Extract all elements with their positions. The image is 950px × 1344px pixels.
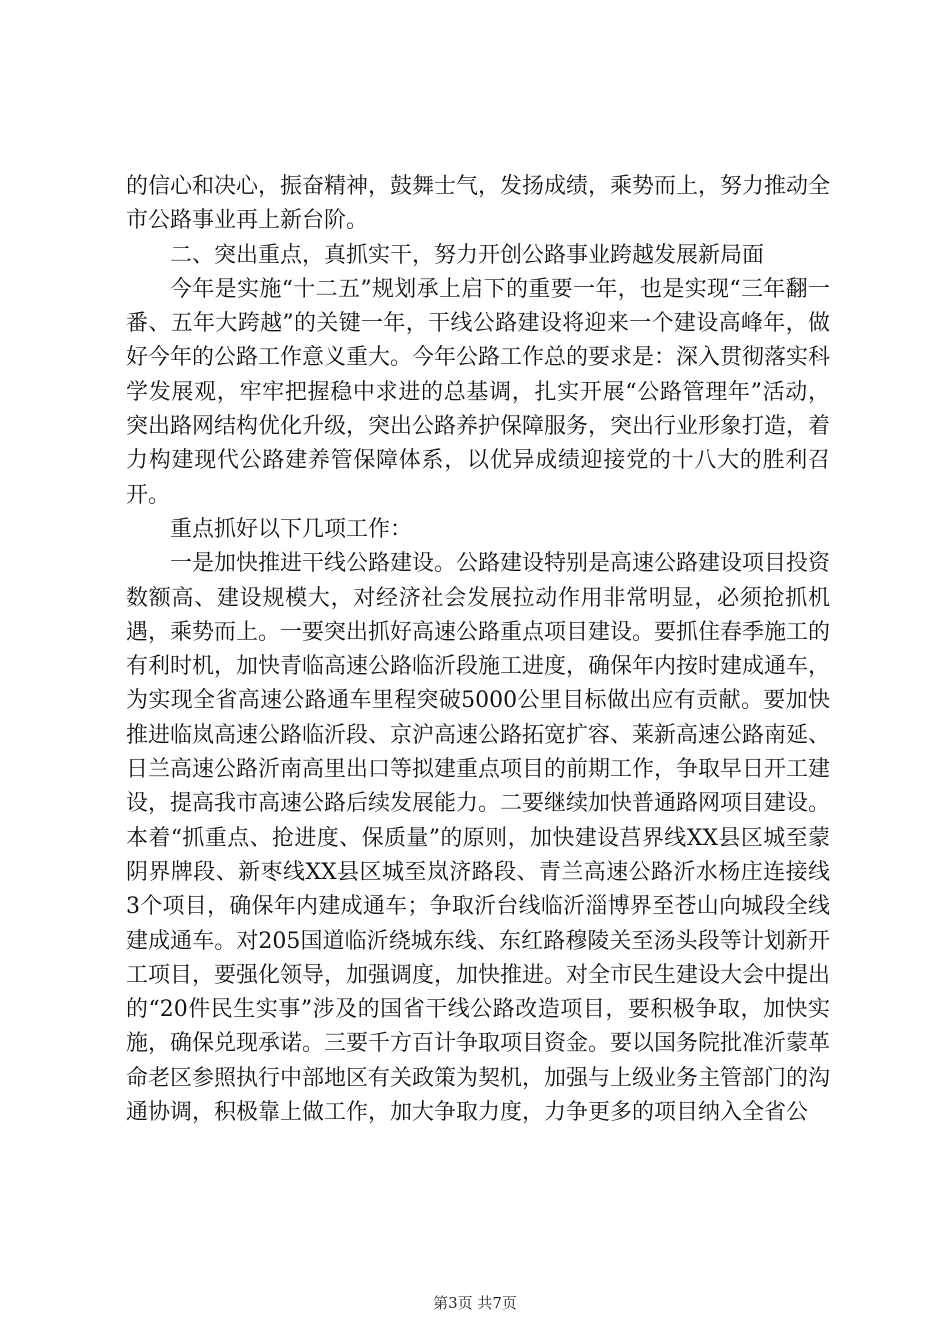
paragraph-2: 今年是实施“十二五”规划承上启下的重要一年，也是实现“三年翻一番、五年大跨越”的关键一年，干线公路建设将迎来一个建设高峰年，做好今年的公路工作意义重大。今年公路工作总的要求是：深入贯彻落实科学发展观，牢牢把握稳中求进的总基调，扎实开展“公路管理年”活动，突出路网结构优化升级，突出公路养护保障服务，突出行业形象打造，着力构建现代公路建养管保障体系，以优异成绩迎接党的十八大的胜利召开。 — [126, 276, 831, 508]
paragraph-3: 重点抓好以下几项工作： — [170, 516, 413, 542]
section-heading: 二、突出重点，真抓实干，努力开创公路事业跨越发展新局面 — [170, 242, 765, 268]
page-number-footer: 第3页 共7页 — [433, 1294, 517, 1312]
paragraph-1: 的信心和决心，振奋精神，鼓舞士气，发扬成绩，乘势而上，努力推动全市公路事业再上新台阶。 — [126, 174, 831, 234]
document-body — [126, 170, 830, 1130]
paragraph-4: 一是加快推进干线公路建设。公路建设特别是高速公路建设项目投资数额高、建设规模大，对经济社会发展拉动作用非常明显，必须抢抓机遇，乘势而上。一要突出抓好高速公路重点项目建设。要抓住春季施工的有利时机，加快青临高速公路临沂段施工进度，确保年内按时建成通车，为实现全省高速公路通车里程突破5000公里目标做出应有贡献。要加快推进临岚高速公路临沂段、京沪高速公路拓宽扩容、莱新高速公路南延、日兰高速公路沂南高里出口等拟建重点项目的前期工作，争取早日开工建设，提高我市高速公路后续发展能力。二要继续加快普通路网项目建设。本着“抓重点、抢进度、保质量”的原则，加快建设莒界线XX县区城至蒙阴界牌段、新枣线XX县区城至岚济路段、青兰高速公路沂水杨庄连接线3个项目，确保年内建成通车；争取沂台线临沂淄博界至苍山向城段全线建成通车。对205国道临沂绕城东线、东红路穆陵关至汤头段等计划新开工项目，要强化领导，加强调度，加快推进。对全市民生建设大会中提出的“20件民生实事”涉及的国省干线公路改造项目，要积极争取，加快实施，确保兑现承诺。三要千方百计争取项目资金。要以国务院批准沂蒙革命老区参照执行中部地区有关政策为契机，加强与上级业务主管部门的沟通协调，积极靠上做工作，加大争取力度，力争更多的项目纳入全省公 — [126, 551, 831, 1126]
